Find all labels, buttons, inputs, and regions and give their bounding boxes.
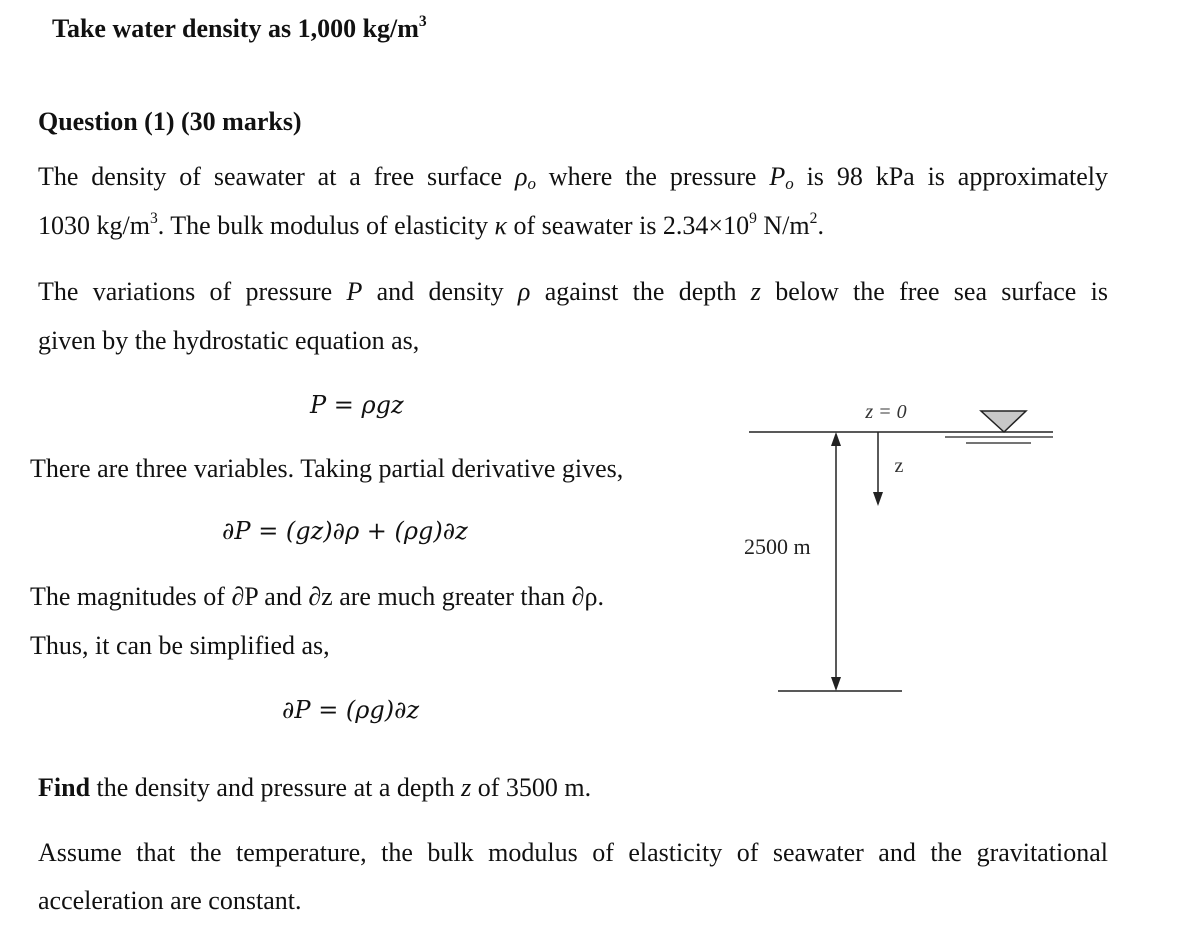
find-statement: Find the density and pressure at a depth z of 3500 m. [38,773,592,802]
equation-simplified: ∂P = (ρg)∂z [282,696,420,724]
variation-line-2: given by the hydrostatic equation as, [38,326,420,355]
water-level-triangle-icon [981,411,1026,432]
intro-line-2: 1030 $kg/m^3$. The bulk modulus of elasticity κ of seawater is $2.34\times 10^9$ $N/m^2$. [38,210,824,240]
equation-partial-derivative: ∂P = (gz)∂ρ + (ρg)∂z [222,517,468,545]
simplified-text: Thus, it can be simplified as, [30,631,330,660]
depth-arrow-bottom-icon [831,677,841,691]
depth-label: 2500 m [744,534,811,559]
density-note: Take water density as 1,000 $kg/m^3$ [52,13,427,43]
assume-line-2: acceleration are constant. [38,886,302,915]
z-axis-label: z [894,455,904,477]
intro-line-1: The density of seawater at a free surface $\rho_o$ where the pressure $P_o$ is 98 kPa is approximately [38,162,1108,194]
variation-line-1: The variations of pressure P and density ρ against the depth z below the free sea surface is [38,277,1108,306]
magnitudes-text: The magnitudes of ∂P and ∂z are much greater than ∂ρ. [30,582,604,611]
depth-arrow-top-icon [831,432,841,446]
three-variables-text: There are three variables. Taking partial derivative gives, [30,454,624,483]
equation-hydrostatic: P = ρgz [310,391,404,419]
question-title: Question (1) (30 marks) [38,107,302,136]
z-arrow-head-icon [873,492,883,506]
z0-label: z = 0 [865,401,907,423]
assume-line-1: Assume that the temperature, the bulk modulus of elasticity of seawater and the gravitational [38,838,1108,867]
